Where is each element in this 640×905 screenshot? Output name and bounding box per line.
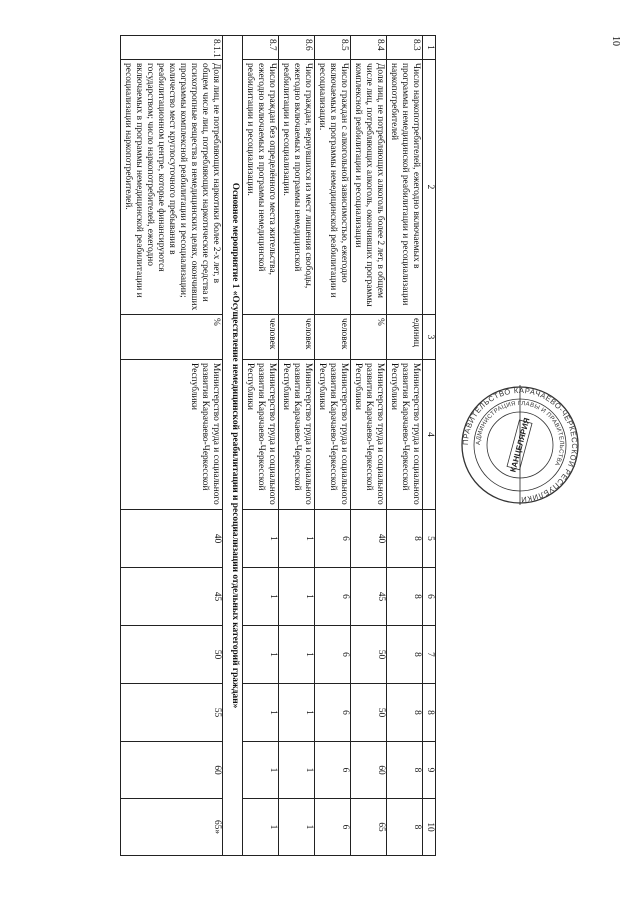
table-cell: единиц bbox=[387, 315, 423, 360]
table-cell: 1 bbox=[243, 568, 279, 626]
header-cell: 4 bbox=[423, 360, 436, 510]
table-cell: 50 bbox=[351, 684, 387, 742]
table-cell: Доля лиц, не потребляющих наркотики более 2-х лет, в общем числе лиц, потребляющих наркотические средства и психотропные вещества в немедицинских целях, окончивших программы комплексной реабилитации и ресоциализации; количество мест круглосуточного пребывания в реабилитационном центре, которые финансируются государством; число наркопотребителей, ежегодно включаемых в программы немедицинской реабилитации и ресоциализации наркопотребителей. bbox=[121, 60, 223, 315]
table-cell: 45 bbox=[351, 568, 387, 626]
table-cell: Число наркопотребителей, ежегодно включаемых в программы немедицинской реабилитации и ресоциализации наркопотребителей bbox=[387, 60, 423, 315]
table-cell: 8.6 bbox=[279, 36, 315, 60]
table-cell: 8.3 bbox=[387, 36, 423, 60]
table-row bbox=[243, 36, 279, 856]
table-row bbox=[315, 36, 351, 856]
table-row bbox=[351, 36, 387, 856]
official-stamp bbox=[460, 385, 580, 505]
table-cell: 50 bbox=[121, 626, 223, 684]
table-cell: 8.7 bbox=[243, 36, 279, 60]
section-row bbox=[223, 36, 243, 856]
table-cell: 6 bbox=[315, 684, 351, 742]
header-cell: 10 bbox=[423, 799, 436, 856]
table-cell: 8.4 bbox=[351, 36, 387, 60]
table-row bbox=[279, 36, 315, 856]
table-cell: 50 bbox=[351, 626, 387, 684]
table-cell: 55 bbox=[121, 684, 223, 742]
header-cell: 2 bbox=[423, 60, 436, 315]
table-cell: 6 bbox=[315, 799, 351, 856]
table-cell: Министерство труда и социального развития Карачаево-Черкесской Республики bbox=[121, 360, 223, 510]
table-cell: 6 bbox=[315, 510, 351, 568]
table-cell: человек bbox=[279, 315, 315, 360]
table-cell: 8 bbox=[387, 742, 423, 799]
table-cell: человек bbox=[243, 315, 279, 360]
header-cell: 7 bbox=[423, 626, 436, 684]
header-cell: 6 bbox=[423, 568, 436, 626]
table-cell: 1 bbox=[279, 799, 315, 856]
table-cell: 1 bbox=[279, 568, 315, 626]
table-cell: Министерство труда и социального развития Карачаево-Черкесской Республики bbox=[315, 360, 351, 510]
stamp-outer-text: ПРАВИТЕЛЬСТВО КАРАЧАЕВО-ЧЕРКЕССКОЙ РЕСПУБЛИКИ bbox=[460, 385, 580, 505]
table-cell: 40 bbox=[351, 510, 387, 568]
header-row bbox=[423, 36, 436, 856]
table-cell: 8 bbox=[387, 799, 423, 856]
table-cell: 60 bbox=[121, 742, 223, 799]
indicators-table bbox=[120, 35, 436, 856]
table-cell: 8 bbox=[387, 568, 423, 626]
table-cell: 60 bbox=[351, 742, 387, 799]
table-cell: 6 bbox=[315, 626, 351, 684]
table-cell: 8 bbox=[387, 626, 423, 684]
table-cell: 1 bbox=[279, 742, 315, 799]
table-cell: 8.1.1 bbox=[121, 36, 223, 60]
table-cell: 1 bbox=[279, 510, 315, 568]
table-cell: Число граждан с алкогольной зависимостью, ежегодно включаемых в программы немедицинской реабилитации и ресоциализации. bbox=[315, 60, 351, 315]
table-cell: 1 bbox=[243, 510, 279, 568]
table-cell: Министерство труда и социального развития Карачаево-Черкесской Республики bbox=[243, 360, 279, 510]
table-cell: 45 bbox=[121, 568, 223, 626]
table-cell: Число граждан без определённого места жительства, ежегодно включаемых в программы немедицинской реабилитации и ресоциализации. bbox=[243, 60, 279, 315]
table-row bbox=[387, 36, 423, 856]
table-row bbox=[121, 36, 223, 856]
header-cell: 5 bbox=[423, 510, 436, 568]
table-cell: Число граждан, вернувшихся из мест лишения свободы, ежегодно включаемых в программы немедицинской реабилитации и ресоциализации. bbox=[279, 60, 315, 315]
table-cell: 8 bbox=[387, 684, 423, 742]
table-cell: Министерство труда и социального развития Карачаево-Черкесской Республики bbox=[279, 360, 315, 510]
table-cell: 1 bbox=[243, 626, 279, 684]
table-cell: 6 bbox=[315, 568, 351, 626]
rotated-table-container bbox=[61, 35, 436, 855]
table-cell: % bbox=[351, 315, 387, 360]
table-cell: человек bbox=[315, 315, 351, 360]
table-cell: Доля лиц, не потребляющих алкоголь более 2 лет, в общем числе лиц, потребляющих алкоголь, окончивших программы комплексной реабилитации и ресоциализации bbox=[351, 60, 387, 315]
table-cell: 1 bbox=[279, 684, 315, 742]
table-cell: 6 bbox=[315, 742, 351, 799]
section-title: Основное мероприятие 1 «Осуществление немедицинской реабилитации и ресоциализации отдельных категорий граждан» bbox=[223, 36, 243, 856]
table-cell: 1 bbox=[243, 799, 279, 856]
table-cell: 65 bbox=[351, 799, 387, 856]
table-cell: 8 bbox=[387, 510, 423, 568]
table-cell: Министерство труда и социального развития Карачаево-Черкесской Республики bbox=[351, 360, 387, 510]
table-cell: Министерство труда и социального развития Карачаево-Черкесской Республики bbox=[387, 360, 423, 510]
stamp-inner-text: АДМИНИСТРАЦИЯ ГЛАВЫ И ПРАВИТЕЛЬСТВА bbox=[475, 400, 565, 467]
stamp-center-text: КАНЦЕЛЯРИЯ bbox=[508, 416, 532, 474]
table-cell: 1 bbox=[243, 684, 279, 742]
header-cell: 8 bbox=[423, 684, 436, 742]
page-number: 10 bbox=[610, 36, 621, 46]
header-cell: 1 bbox=[423, 36, 436, 60]
table-cell: 1 bbox=[243, 742, 279, 799]
header-cell: 9 bbox=[423, 742, 436, 799]
table-cell: 1 bbox=[279, 626, 315, 684]
table-cell: 65» bbox=[121, 799, 223, 856]
table-cell: 40 bbox=[121, 510, 223, 568]
table-cell: % bbox=[121, 315, 223, 360]
header-cell: 3 bbox=[423, 315, 436, 360]
table-cell: 8.5 bbox=[315, 36, 351, 60]
